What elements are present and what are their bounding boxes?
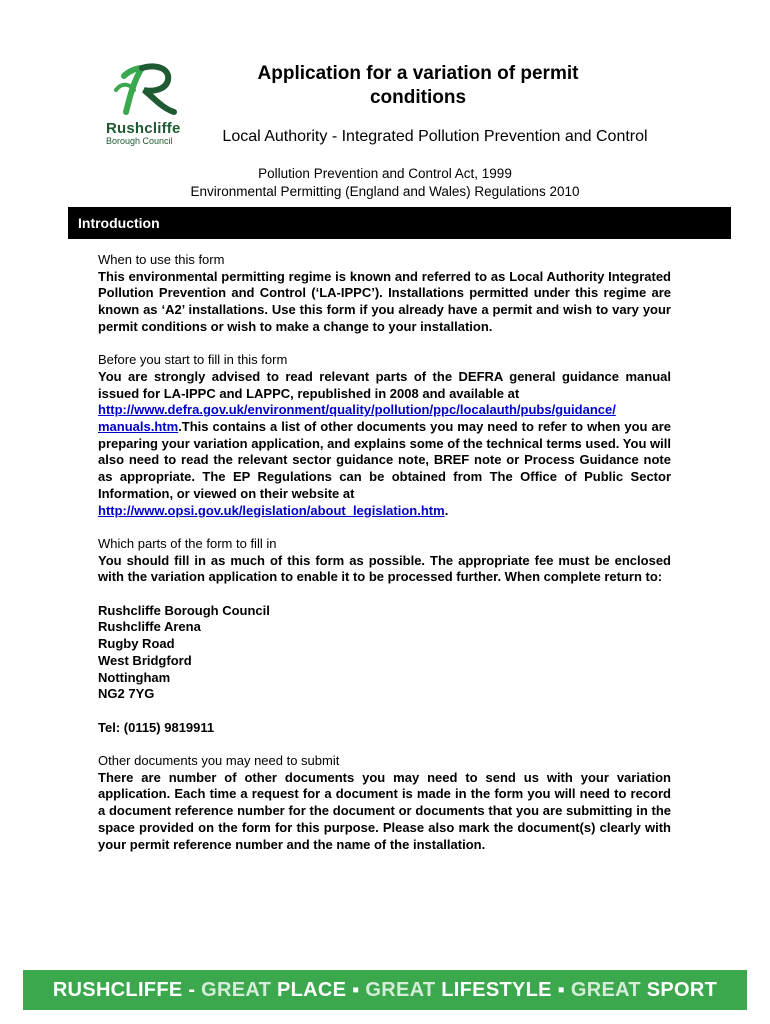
address-line: Rushcliffe Borough Council xyxy=(98,602,270,618)
opsi-legislation-link[interactable]: http://www.opsi.gov.uk/legislation/about_legislation.htm xyxy=(98,502,445,518)
defra-guidance-link-cont[interactable]: manuals.htm xyxy=(98,419,179,435)
when-body: This environmental permitting regime is known and referred to as Local Authority Integrated Pollution Prevention and Control (‘LA-IPPC’). Installations permitted under this regime are known as ‘A2’ installations. Use this form if you already have a permit and wish to vary your permit conditions or wish to make a change to your installation. xyxy=(98,268,671,334)
before-body-1: You are strongly advised to read relevant parts of the DEFRA general guidance manual issued for LA-IPPC and LAPPC, republished in 2008 and available at xyxy=(98,368,671,401)
logo-name: Rushcliffe xyxy=(106,120,181,137)
telephone: Tel: (0115) 9819911 xyxy=(98,719,215,735)
before-body: You are strongly advised to read relevant parts of the DEFRA general guidance manual issued for LA-IPPC and LAPPC, republished in 2008 and available at http://www.defra.gov.uk/environment/quality/pollution/ppc/localauth/pubs/guidance/ manuals.htm.This contains a list of other documents you may need to refer to when you are preparing your variation application, and explains some of the technical terms used. You will also need to read the relevant sector guidance note, BREF note or Process Guidance note as appropriate. The EP Regulations can be obtained from The Office of Public Sector Information, or viewed on their website at http://www.opsi.gov.uk/legislation/about_legislation.htm. xyxy=(98,368,671,518)
before-heading: Before you start to fill in this form xyxy=(98,352,288,368)
which-heading: Which parts of the form to fill in xyxy=(98,535,277,551)
introduction-content xyxy=(98,252,671,853)
address-line: NG2 7YG xyxy=(98,686,155,702)
which-body: You should fill in as much of this form as possible. The appropriate fee must be enclosed with the variation application to enable it to be processed further. When complete return to: xyxy=(98,552,671,585)
section-header-introduction: Introduction xyxy=(68,207,731,239)
legislation-references xyxy=(40,165,730,201)
other-body: There are number of other documents you may need to send us with your variation application. Each time a request for a document is made in the form you will need to record a document reference number for the document or documents that you are submitting in the space provided on the form for this purpose. Please also mark the document(s) clearly with your permit reference number and the name of the installation. xyxy=(98,769,671,852)
other-heading: Other documents you may need to submit xyxy=(98,753,340,769)
defra-guidance-link[interactable]: http://www.defra.gov.uk/environment/quality/pollution/ppc/localauth/pubs/guidance/ xyxy=(98,402,616,418)
footer-banner: RUSHCLIFFE - GREAT PLACE ▪ GREAT LIFESTYLE ▪ GREAT SPORT xyxy=(23,970,747,1010)
before-body-2: .This contains a list of other documents you may need to refer to when you are preparing your variation application, and explains some of the technical terms used. You will also need to read the relevant sector guidance note, BREF note or Process Guidance note as appropriate. The EP Regulations can be obtained from The Office of Public Sector Information, or viewed on their website at xyxy=(98,419,671,501)
address-line: West Bridgford xyxy=(98,652,192,668)
address-line: Rugby Road xyxy=(98,636,175,652)
page-subtitle: Local Authority - Integrated Pollution Prevention and Control xyxy=(222,128,648,145)
act-1999: Pollution Prevention and Control Act, 1999 xyxy=(258,166,512,181)
address-line: Nottingham xyxy=(98,669,171,685)
page-title: Application for a variation of permit conditions xyxy=(257,63,579,108)
rushcliffe-r-icon xyxy=(108,60,188,118)
return-address xyxy=(98,603,671,737)
logo-subtitle: Borough Council xyxy=(106,136,173,146)
when-heading: When to use this form xyxy=(98,252,225,267)
address-line: Rushcliffe Arena xyxy=(98,619,201,635)
council-logo xyxy=(100,60,190,150)
regulations-2010: Environmental Permitting (England and Wales) Regulations 2010 xyxy=(190,184,580,199)
